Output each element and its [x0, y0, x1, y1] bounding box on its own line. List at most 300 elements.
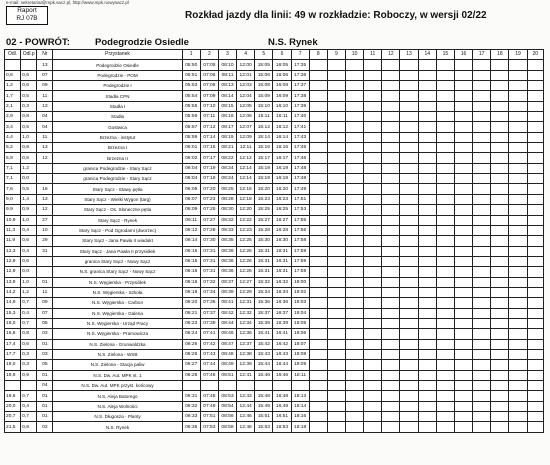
empty-cell [473, 101, 491, 111]
empty-cell [400, 422, 418, 432]
distance-step-cell [21, 60, 37, 70]
empty-cell [327, 370, 345, 380]
empty-cell [454, 60, 472, 70]
departure-time: 06:02 [182, 153, 200, 163]
empty-cell [327, 349, 345, 359]
empty-cell [436, 422, 454, 432]
empty-cell [436, 163, 454, 173]
header-contact-line: e-mail: sekretariat@mpk.sacz.pl, http://www.mpk.nowysacz.pl [6, 0, 129, 5]
departure-time: 07:41 [200, 329, 218, 339]
empty-cell [346, 391, 364, 401]
stop-name: granica Stary Sącz - Nowy Sącz [53, 256, 182, 266]
empty-cell [436, 267, 454, 277]
departure-time: 08:30 [218, 205, 236, 215]
departure-time: 18:14 [291, 401, 309, 411]
timetable [4, 49, 544, 433]
departure-time: 07:25 [200, 205, 218, 215]
empty-cell [509, 246, 527, 256]
departure-time: 12:14 [237, 174, 255, 184]
empty-cell [436, 205, 454, 215]
empty-cell [473, 318, 491, 328]
empty-cell [436, 91, 454, 101]
empty-cell [400, 70, 418, 80]
empty-cell [454, 391, 472, 401]
distance-step-cell: 0,9 [21, 205, 37, 215]
empty-cell [509, 287, 527, 297]
empty-cell [327, 339, 345, 349]
empty-cell [382, 81, 400, 91]
empty-cell [382, 246, 400, 256]
departure-time: 08:32 [218, 215, 236, 225]
empty-cell [473, 298, 491, 308]
empty-cell [382, 329, 400, 339]
empty-cell [400, 215, 418, 225]
departure-time: 15:31 [255, 256, 273, 266]
empty-cell [364, 163, 382, 173]
empty-cell [436, 215, 454, 225]
table-row [5, 318, 544, 328]
empty-cell [346, 287, 364, 297]
empty-cell [509, 256, 527, 266]
empty-cell [364, 194, 382, 204]
empty-cell [473, 360, 491, 370]
empty-cell [491, 391, 509, 401]
column-header: 19 [509, 50, 527, 60]
departure-time: 12:44 [237, 401, 255, 411]
column-header: Nr [37, 50, 53, 60]
empty-cell [327, 143, 345, 153]
empty-cell [400, 163, 418, 173]
table-row [5, 339, 544, 349]
empty-cell [491, 339, 509, 349]
empty-cell [346, 194, 364, 204]
departure-time: 16:19 [273, 174, 291, 184]
departure-time: 15:46 [255, 370, 273, 380]
departure-time: 18:08 [291, 349, 309, 359]
departure-time: 15:43 [255, 349, 273, 359]
empty-cell [418, 132, 436, 142]
empty-cell [473, 70, 491, 80]
stop-name: Stary Sącz - Rynek [53, 215, 182, 225]
stop-name: Brzezna - instytut [53, 132, 182, 142]
empty-cell [436, 256, 454, 266]
empty-cell [454, 381, 472, 391]
departure-time: 06:12 [182, 225, 200, 235]
empty-cell [418, 101, 436, 111]
empty-cell [400, 401, 418, 411]
departure-time: 17:45 [291, 143, 309, 153]
departure-time: 06:18 [182, 287, 200, 297]
distance-cell: 20,7 [5, 412, 21, 422]
departure-time: 15:17 [255, 153, 273, 163]
distance-step-cell: 0,4 [21, 308, 37, 318]
departure-time: 15:25 [255, 205, 273, 215]
departure-time: 07:10 [200, 101, 218, 111]
empty-cell [364, 246, 382, 256]
departure-time: 12:43 [237, 391, 255, 401]
empty-cell [400, 194, 418, 204]
empty-cell [364, 412, 382, 422]
departure-time: 06:20 [182, 298, 200, 308]
empty-cell [346, 246, 364, 256]
departure-time: 12:07 [237, 122, 255, 132]
empty-cell [454, 174, 472, 184]
empty-cell [454, 370, 472, 380]
empty-cell [364, 122, 382, 132]
distance-cell: 11,3 [5, 225, 21, 235]
stop-number-cell [37, 163, 53, 173]
departure-time: 08:41 [218, 298, 236, 308]
stop-number-cell: 04 [37, 381, 53, 391]
to-stop: N.S. Rynek [268, 37, 318, 48]
stop-number-cell: 01 [37, 370, 53, 380]
departure-time: 16:16 [273, 143, 291, 153]
empty-cell [400, 153, 418, 163]
stop-number-cell: 01 [37, 412, 53, 422]
empty-cell [436, 60, 454, 70]
departure-time: 12:23 [237, 225, 255, 235]
distance-cell [5, 381, 21, 391]
departure-time: 06:05 [182, 184, 200, 194]
distance-step-cell: 0,6 [21, 70, 37, 80]
empty-cell [473, 122, 491, 132]
empty-cell [454, 246, 472, 256]
empty-cell [364, 91, 382, 101]
empty-cell [327, 287, 345, 297]
column-header: 4 [237, 50, 255, 60]
departure-time: 12:36 [237, 329, 255, 339]
distance-cell: 10,9 [5, 215, 21, 225]
empty-cell [309, 225, 327, 235]
departure-time: 16:34 [273, 287, 291, 297]
empty-cell [473, 277, 491, 287]
stop-number-cell: 11 [37, 91, 53, 101]
empty-cell [509, 360, 527, 370]
departure-time: 06:04 [182, 163, 200, 173]
departure-time: 06:04 [182, 174, 200, 184]
distance-step-cell: 0,8 [21, 329, 37, 339]
empty-cell [491, 277, 509, 287]
departure-time: 18:02 [291, 287, 309, 297]
empty-cell [364, 143, 382, 153]
empty-cell [400, 298, 418, 308]
empty-cell [418, 329, 436, 339]
distance-step-cell: 0,6 [21, 81, 37, 91]
empty-cell [327, 91, 345, 101]
empty-cell [491, 246, 509, 256]
departure-time: 08:56 [218, 412, 236, 422]
departure-time: 15:14 [255, 132, 273, 142]
stop-name: N.S. Dw. Aut. MPK przyst. końcowy [53, 381, 182, 391]
empty-cell [400, 360, 418, 370]
empty-cell [327, 174, 345, 184]
departure-time: 16:30 [273, 236, 291, 246]
distance-step-cell: 1,0 [21, 132, 37, 142]
empty-cell [436, 132, 454, 142]
empty-cell [364, 308, 382, 318]
empty-cell [509, 267, 527, 277]
empty-cell [346, 91, 364, 101]
empty-cell [473, 401, 491, 411]
departure-time: 17:43 [291, 132, 309, 142]
empty-cell [509, 277, 527, 287]
departure-time: 12:29 [237, 287, 255, 297]
empty-cell [436, 349, 454, 359]
empty-cell [400, 81, 418, 91]
empty-cell [527, 122, 543, 132]
empty-cell [346, 422, 364, 432]
departure-time: 07:08 [200, 81, 218, 91]
empty-cell [454, 225, 472, 235]
departure-time: 08:35 [218, 236, 236, 246]
departure-time: 06:01 [182, 143, 200, 153]
stop-number-cell: 27 [37, 215, 53, 225]
departure-time: 15:16 [255, 143, 273, 153]
page-title: Rozkład jazdy dla linii: 49 w rozkładzie: Roboczy, w wersji 02/22 [185, 10, 487, 21]
departure-time: 17:55 [291, 215, 309, 225]
stop-name: Stary Sącz - Wielki Wygon (targ) [53, 194, 182, 204]
departure-time: 06:27 [182, 360, 200, 370]
distance-step-cell: 0,3 [21, 101, 37, 111]
column-header: 15 [436, 50, 454, 60]
empty-cell [364, 349, 382, 359]
departure-time: 18:13 [291, 391, 309, 401]
departure-time: 16:32 [273, 277, 291, 287]
departure-time: 07:30 [200, 236, 218, 246]
stop-name: N.S. granica Stary Sącz - Nowy Sącz [53, 267, 182, 277]
departure-time: 08:58 [218, 422, 236, 432]
departure-time: 08:36 [218, 267, 236, 277]
empty-cell [364, 205, 382, 215]
distance-cell: 0,6 [5, 70, 21, 80]
empty-cell [309, 81, 327, 91]
empty-cell [454, 132, 472, 142]
empty-cell [346, 101, 364, 111]
empty-cell [436, 308, 454, 318]
empty-cell [491, 422, 509, 432]
empty-cell [309, 112, 327, 122]
empty-cell [327, 70, 345, 80]
empty-cell [509, 401, 527, 411]
departure-time: 18:03 [291, 298, 309, 308]
empty-cell [327, 391, 345, 401]
distance-step-cell: 1,4 [21, 194, 37, 204]
departure-time: 08:42 [218, 308, 236, 318]
empty-cell [327, 329, 345, 339]
empty-cell [309, 401, 327, 411]
departure-time: 15:31 [255, 246, 273, 256]
departure-time: 07:43 [200, 349, 218, 359]
departure-time: 18:04 [291, 308, 309, 318]
distance-cell: 5,2 [5, 143, 21, 153]
departure-time: 08:10 [218, 60, 236, 70]
distance-step-cell: 0,6 [21, 256, 37, 266]
column-header: 12 [382, 50, 400, 60]
departure-time: 08:33 [218, 225, 236, 235]
departure-time: 18:11 [291, 370, 309, 380]
empty-cell [309, 360, 327, 370]
empty-cell [309, 70, 327, 80]
empty-cell [309, 205, 327, 215]
departure-time: 16:46 [273, 370, 291, 380]
departure-time: 05:50 [182, 60, 200, 70]
departure-time: 15:08 [255, 81, 273, 91]
stop-number-cell: 09 [37, 81, 53, 91]
departure-time [237, 381, 255, 391]
empty-cell [527, 370, 543, 380]
distance-step-cell: 0,6 [21, 339, 37, 349]
stop-number-cell: 05 [37, 318, 53, 328]
empty-cell [527, 101, 543, 111]
departure-time: 07:28 [200, 225, 218, 235]
empty-cell [364, 184, 382, 194]
empty-cell [418, 174, 436, 184]
empty-cell [327, 101, 345, 111]
empty-cell [309, 153, 327, 163]
empty-cell [382, 412, 400, 422]
empty-cell [491, 412, 509, 422]
stop-number-cell: 13 [37, 194, 53, 204]
empty-cell [509, 381, 527, 391]
empty-cell [436, 153, 454, 163]
empty-cell [418, 236, 436, 246]
stop-name: N.S. Węgierska - Pramowicza [53, 329, 182, 339]
empty-cell [327, 122, 345, 132]
empty-cell [327, 112, 345, 122]
departure-time: 12:18 [237, 194, 255, 204]
departure-time: 17:58 [291, 236, 309, 246]
departure-time: 12:27 [237, 277, 255, 287]
empty-cell [454, 267, 472, 277]
distance-step-cell: 1,0 [21, 277, 37, 287]
empty-cell [473, 174, 491, 184]
empty-cell [491, 215, 509, 225]
departure-time: 15:51 [255, 412, 273, 422]
departure-time: 08:14 [218, 91, 236, 101]
empty-cell [509, 225, 527, 235]
departure-time: 17:46 [291, 153, 309, 163]
empty-cell [454, 194, 472, 204]
empty-cell [418, 308, 436, 318]
empty-cell [327, 298, 345, 308]
departure-time: 15:48 [255, 391, 273, 401]
empty-cell [382, 422, 400, 432]
empty-cell [454, 112, 472, 122]
column-header: 6 [273, 50, 291, 60]
empty-cell [418, 422, 436, 432]
departure-time: 05:55 [182, 101, 200, 111]
distance-step-cell [21, 381, 37, 391]
empty-cell [473, 329, 491, 339]
empty-cell [509, 184, 527, 194]
departure-time: 05:57 [182, 122, 200, 132]
column-header: 2 [200, 50, 218, 60]
empty-cell [327, 184, 345, 194]
empty-cell [418, 298, 436, 308]
empty-cell [309, 256, 327, 266]
stop-name: Stadła I [53, 101, 182, 111]
empty-cell [491, 329, 509, 339]
stop-name: Stary Sącz - Jana Pawła II wiadukt [53, 236, 182, 246]
empty-cell [364, 60, 382, 70]
empty-cell [527, 267, 543, 277]
departure-time: 06:14 [182, 236, 200, 246]
empty-cell [527, 246, 543, 256]
empty-cell [418, 194, 436, 204]
departure-time: 16:06 [273, 70, 291, 80]
empty-cell [527, 205, 543, 215]
empty-cell [327, 60, 345, 70]
empty-cell [473, 267, 491, 277]
empty-cell [509, 215, 527, 225]
departure-time: 16:20 [273, 184, 291, 194]
departure-time: 15:19 [255, 174, 273, 184]
empty-cell [382, 401, 400, 411]
empty-cell [527, 349, 543, 359]
empty-cell [418, 360, 436, 370]
empty-cell [364, 329, 382, 339]
empty-cell [400, 308, 418, 318]
empty-cell [454, 70, 472, 80]
departure-time: 08:51 [218, 370, 236, 380]
departure-time: 15:27 [255, 215, 273, 225]
stop-name: Stary Sącz - Jana Pawła II przysiółek [53, 246, 182, 256]
empty-cell [346, 225, 364, 235]
empty-cell [418, 349, 436, 359]
table-row [5, 370, 544, 380]
departure-time: 16:12 [273, 122, 291, 132]
empty-cell [364, 277, 382, 287]
empty-cell [473, 60, 491, 70]
table-row [5, 329, 544, 339]
empty-cell [309, 287, 327, 297]
departure-time: 05:56 [182, 112, 200, 122]
departure-time: 07:12 [200, 122, 218, 132]
empty-cell [473, 91, 491, 101]
departure-time: 12:46 [237, 412, 255, 422]
empty-cell [309, 236, 327, 246]
departure-time: 12:22 [237, 215, 255, 225]
departure-time: 15:53 [255, 422, 273, 432]
departure-time: 18:06 [291, 329, 309, 339]
stop-number-cell: 12 [37, 153, 53, 163]
stop-name: Brzezna II [53, 153, 182, 163]
empty-cell [327, 267, 345, 277]
empty-cell [418, 122, 436, 132]
empty-cell [527, 225, 543, 235]
empty-cell [491, 184, 509, 194]
departure-time: 18:05 [291, 318, 309, 328]
empty-cell [309, 318, 327, 328]
departure-time: 08:11 [218, 70, 236, 80]
table-row [5, 246, 544, 256]
empty-cell [364, 256, 382, 266]
empty-cell [309, 422, 327, 432]
stop-name: Podegrodzie - POM [53, 70, 182, 80]
empty-cell [309, 163, 327, 173]
stop-number-cell: 01 [37, 339, 53, 349]
departure-time: 05:53 [182, 81, 200, 91]
empty-cell [364, 298, 382, 308]
empty-cell [491, 401, 509, 411]
departure-time: 08:37 [218, 277, 236, 287]
departure-time: 15:39 [255, 318, 273, 328]
empty-cell [400, 132, 418, 142]
empty-cell [382, 132, 400, 142]
empty-cell [400, 60, 418, 70]
departure-time: 16:31 [273, 246, 291, 256]
empty-cell [382, 277, 400, 287]
